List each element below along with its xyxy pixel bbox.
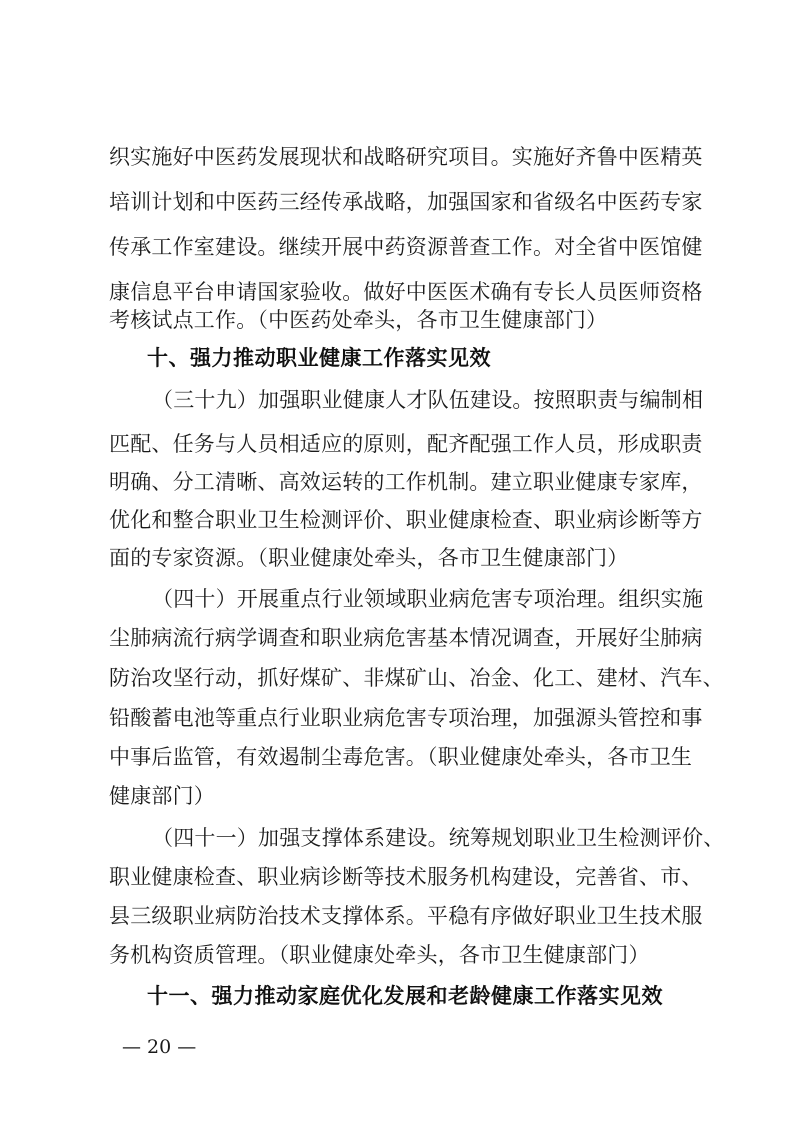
page-number: — 20 — bbox=[122, 1036, 197, 1058]
body-line: 优化和整合职业卫生检测评价、职业健康检查、职业病诊断等方 bbox=[109, 508, 703, 532]
body-line: 健康部门） bbox=[109, 784, 215, 808]
body-line: 康信息平台申请国家验收。做好中医医术确有专长人员医师资格 bbox=[109, 280, 703, 304]
body-line: 面的专家资源。（职业健康处牵头，各市卫生健康部门） bbox=[109, 546, 629, 570]
body-line: 尘肺病流行病学调查和职业病危害基本情况调查，开展好尘肺病 bbox=[109, 626, 703, 650]
body-line: （四十一）加强支撑体系建设。统筹规划职业卫生检测评价、 bbox=[152, 826, 725, 850]
body-line: 考核试点工作。（中医药处牵头，各市卫生健康部门） bbox=[109, 308, 608, 332]
body-line: （四十）开展重点行业领域职业病危害专项治理。组织实施 bbox=[152, 587, 704, 611]
body-line: 中事后监管，有效遏制尘毒危害。（职业健康处牵头，各市卫生 bbox=[109, 745, 693, 769]
body-line: 防治攻坚行动，抓好煤矿、非煤矿山、冶金、化工、建材、汽车、 bbox=[109, 666, 724, 690]
body-line: 织实施好中医药发展现状和战略研究项目。实施好齐鲁中医精英 bbox=[109, 145, 703, 169]
body-line: （三十九）加强职业健康人才队伍建设。按照职责与编制相 bbox=[152, 388, 704, 412]
body-line: 传承工作室建设。继续开展中药资源普查工作。对全省中医馆健 bbox=[109, 235, 703, 259]
body-line: 匹配、任务与人员相适应的原则，配齐配强工作人员，形成职责 bbox=[109, 432, 703, 456]
body-line: 职业健康检查、职业病诊断等技术服务机构建设，完善省、市、 bbox=[109, 865, 703, 889]
body-line: 明确、分工清晰、高效运转的工作机制。建立职业健康专家库， bbox=[109, 470, 703, 494]
body-line: 务机构资质管理。（职业健康处牵头，各市卫生健康部门） bbox=[109, 943, 650, 967]
body-line: 培训计划和中医药三经传承战略，加强国家和省级名中医药专家 bbox=[109, 190, 703, 214]
body-line: 铅酸蓄电池等重点行业职业病危害专项治理，加强源头管控和事 bbox=[109, 706, 703, 730]
body-line: 县三级职业病防治技术支撑体系。平稳有序做好职业卫生技术服 bbox=[109, 904, 703, 928]
section-heading: 十一、强力推动家庭优化发展和老龄健康工作落实见效 bbox=[147, 984, 663, 1008]
section-heading: 十、强力推动职业健康工作落实见效 bbox=[147, 346, 491, 370]
